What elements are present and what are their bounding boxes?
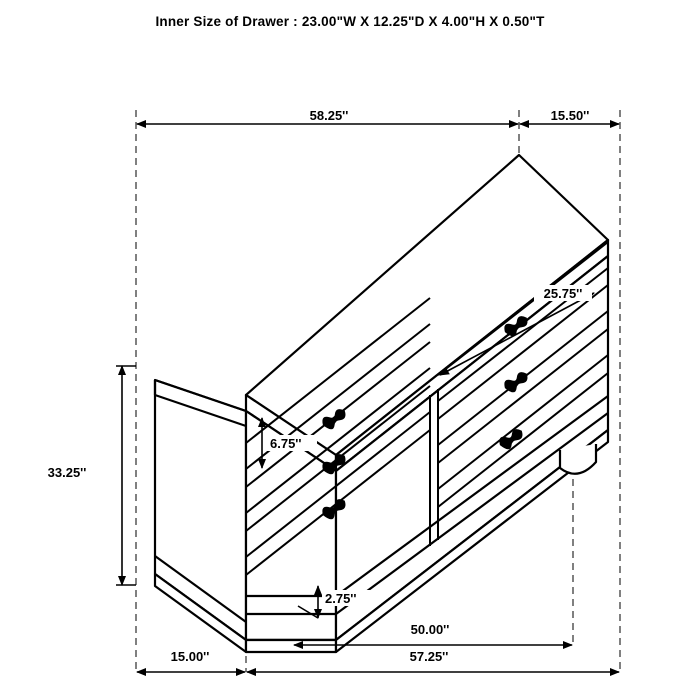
dim-label-2-75: 2.75'' [325, 591, 357, 606]
dim-label-50-00: 50.00'' [410, 622, 450, 637]
dim-label-58-25: 58.25'' [309, 108, 349, 123]
dim-label-33-25: 33.25'' [47, 465, 87, 480]
dim-label-15-50: 15.50'' [550, 108, 590, 123]
page-title: Inner Size of Drawer : 23.00"W X 12.25"D X 4.00"H X 0.50"T [155, 14, 545, 29]
dresser-outline [155, 155, 608, 652]
dim-label-25-75: 25.75'' [543, 286, 583, 301]
dim-label-57-25: 57.25'' [409, 649, 449, 664]
dim-label-6-75: 6.75'' [270, 436, 302, 451]
dim-label-15-00: 15.00'' [170, 649, 210, 664]
